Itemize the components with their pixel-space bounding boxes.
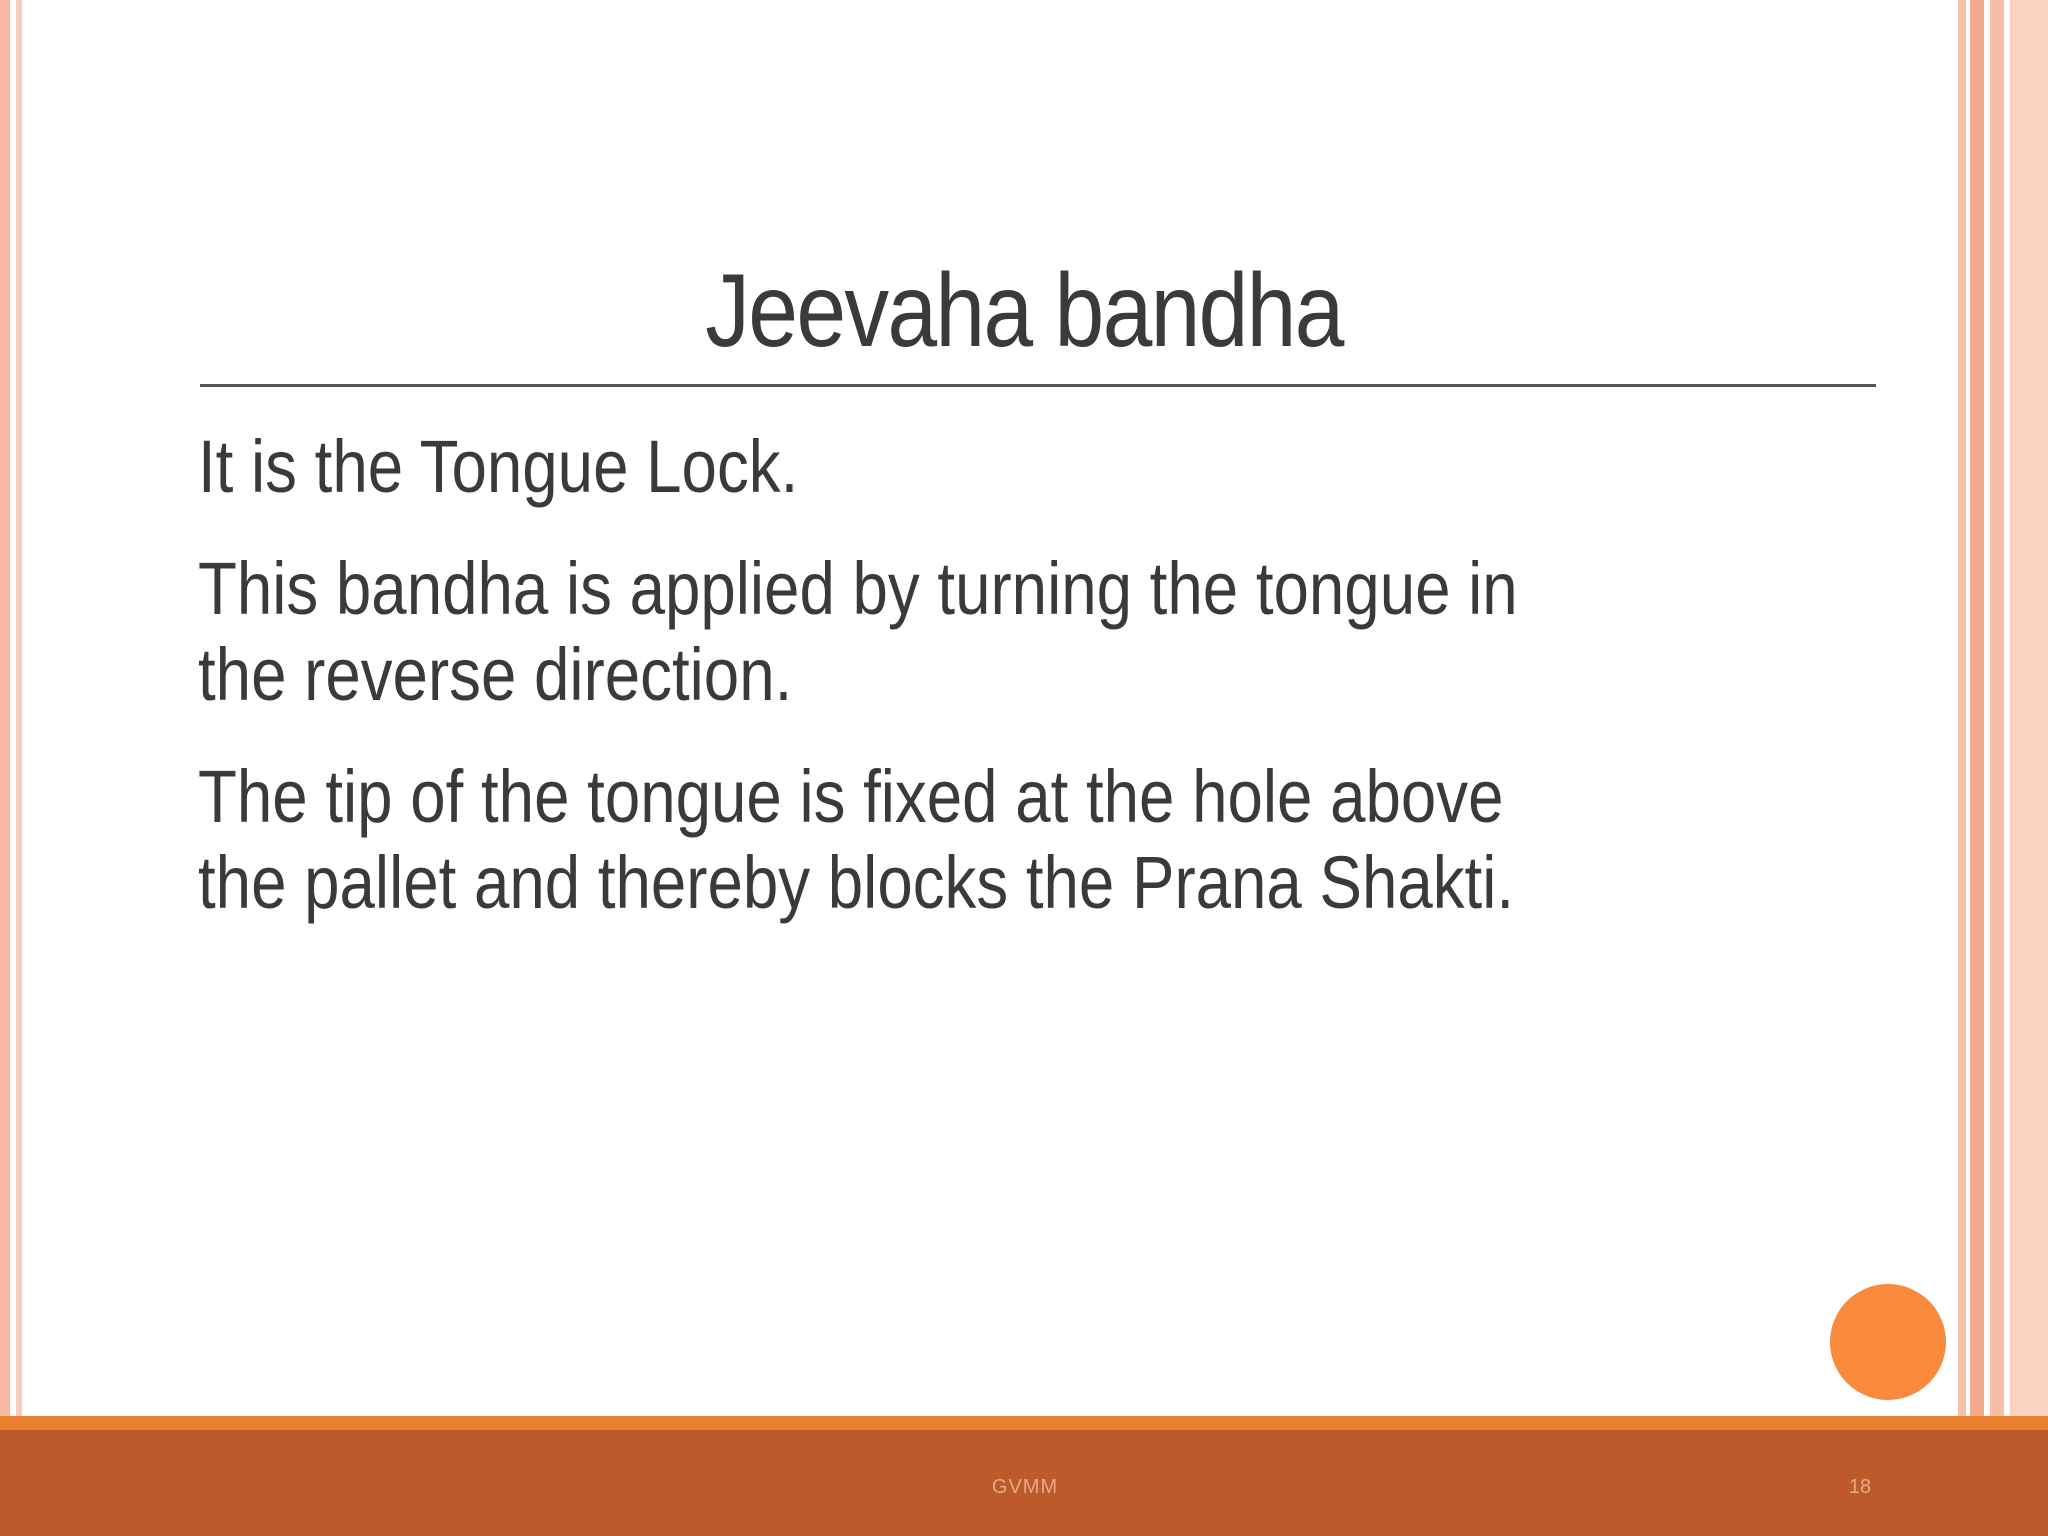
body-paragraph-1: It is the Tongue Lock. xyxy=(198,425,799,508)
page-number: 18 xyxy=(1848,1476,1872,1498)
left-border-line xyxy=(0,0,10,1536)
body-paragraph-2: This bandha is applied by turning the tongue in the reverse direction. xyxy=(198,547,1518,716)
slide-title: Jeevaha bandha xyxy=(705,253,1343,369)
decorative-circle xyxy=(1826,1280,1950,1404)
right-border-line-c xyxy=(1990,0,2004,1536)
right-border-line-a xyxy=(1958,0,1966,1536)
right-border-line-d xyxy=(2010,0,2048,1536)
title-divider xyxy=(200,384,1876,387)
left-border-line-inner xyxy=(16,0,22,1536)
slide-body xyxy=(198,424,1798,962)
body-paragraph-3: The tip of the tongue is fixed at the hole above the pallet and thereby blocks the Prana Shakti. xyxy=(198,755,1515,924)
footer-accent-stripe xyxy=(0,1416,2048,1430)
right-border-line-b xyxy=(1970,0,1984,1536)
footer-label: GVMM xyxy=(991,1476,1059,1498)
